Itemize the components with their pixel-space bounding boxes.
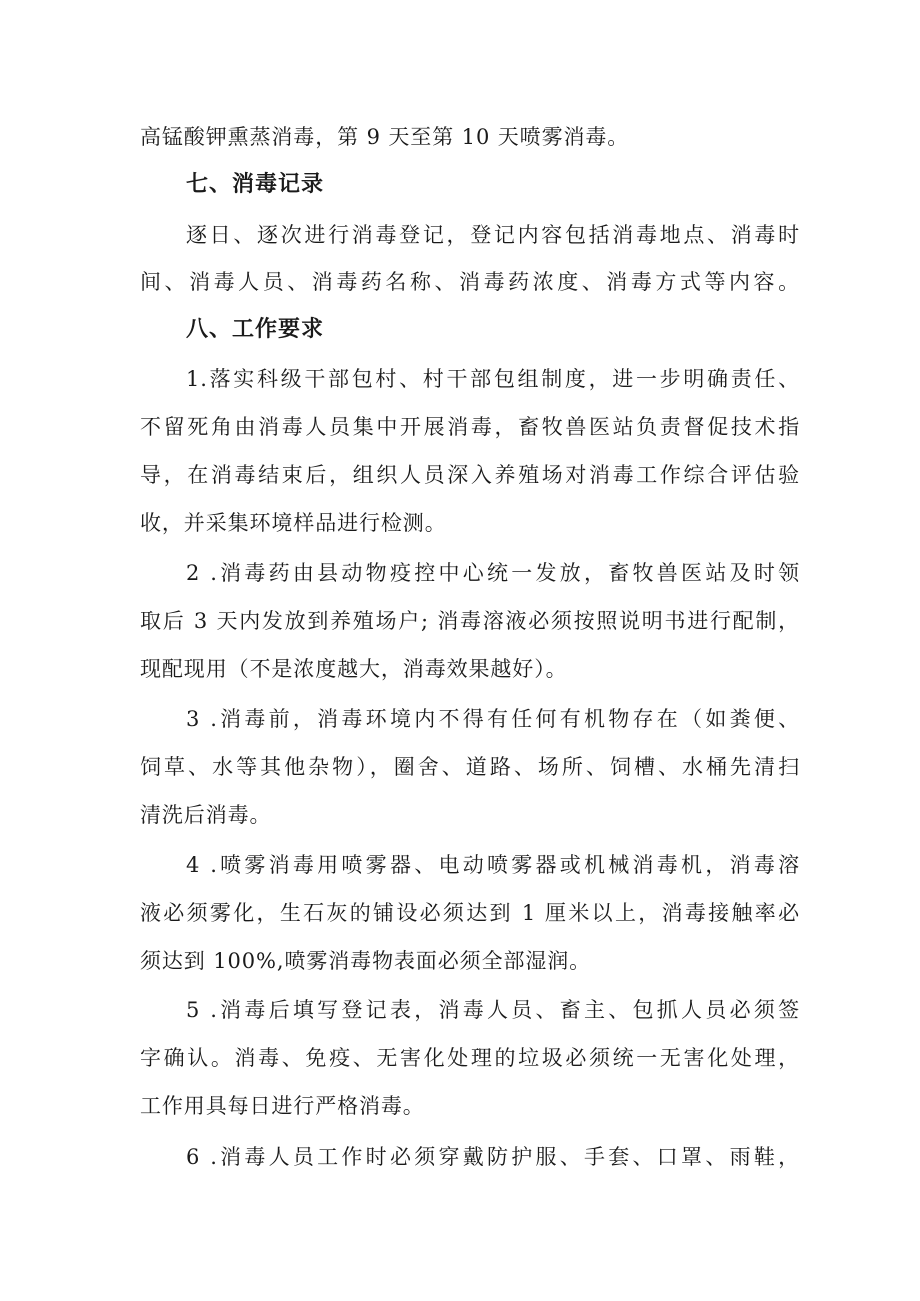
paragraph-line: 清洗后消毒。 <box>140 803 272 827</box>
paragraph-line: 导，在消毒结束后，组织人员深入养殖场对消毒工作综合评估验 <box>140 463 800 487</box>
paragraph-line: 2 .消毒药由县动物疫控中心统一发放，畜牧兽医站及时领 <box>186 561 800 585</box>
section-heading-disinfection-record: 七、消毒记录 <box>186 172 325 197</box>
paragraph-line: 6 .消毒人员工作时必须穿戴防护服、手套、口罩、雨鞋， <box>186 1145 800 1169</box>
paragraph-line: 收，并采集环境样品进行检测。 <box>140 511 447 535</box>
paragraph-line: 字确认。消毒、免疫、无害化处理的垃圾必须统一无害化处理， <box>140 1046 800 1070</box>
paragraph-line: 不留死角由消毒人员集中开展消毒，畜牧兽医站负责督促技术指 <box>140 415 800 439</box>
paragraph-line: 取后 3 天内发放到养殖场户; 消毒溶液必须按照说明书进行配制， <box>140 609 800 633</box>
paragraph-line: 3 .消毒前，消毒环境内不得有任何有机物存在（如粪便、 <box>186 707 800 731</box>
paragraph-line: 5 .消毒后填写登记表，消毒人员、畜主、包抓人员必须签 <box>186 998 800 1022</box>
paragraph-line: 4 .喷雾消毒用喷雾器、电动喷雾器或机械消毒机，消毒溶 <box>186 853 800 877</box>
paragraph-line: 逐日、逐次进行消毒登记，登记内容包括消毒地点、消毒时 <box>186 223 800 247</box>
section-heading-work-requirements: 八、工作要求 <box>186 317 325 342</box>
paragraph-line: 工作用具每日进行严格消毒。 <box>140 1094 425 1118</box>
paragraph-line: 液必须雾化，生石灰的铺设必须达到 1 厘米以上，消毒接触率必 <box>140 901 800 925</box>
paragraph-line: 间、消毒人员、消毒药名称、消毒药浓度、消毒方式等内容。 <box>140 270 800 294</box>
paragraph-line: 须达到 100%,喷雾消毒物表面必须全部湿润。 <box>140 949 592 973</box>
paragraph-line: 高锰酸钾熏蒸消毒，第 9 天至第 10 天喷雾消毒。 <box>140 125 630 149</box>
paragraph-line: 1.落实科级干部包村、村干部包组制度，进一步明确责任、 <box>186 367 800 391</box>
paragraph-line: 现配现用（不是浓度越大，消毒效果越好）。 <box>140 657 568 681</box>
paragraph-line: 饲草、水等其他杂物），圈舍、道路、场所、饲槽、水桶先清扫 <box>140 755 800 779</box>
